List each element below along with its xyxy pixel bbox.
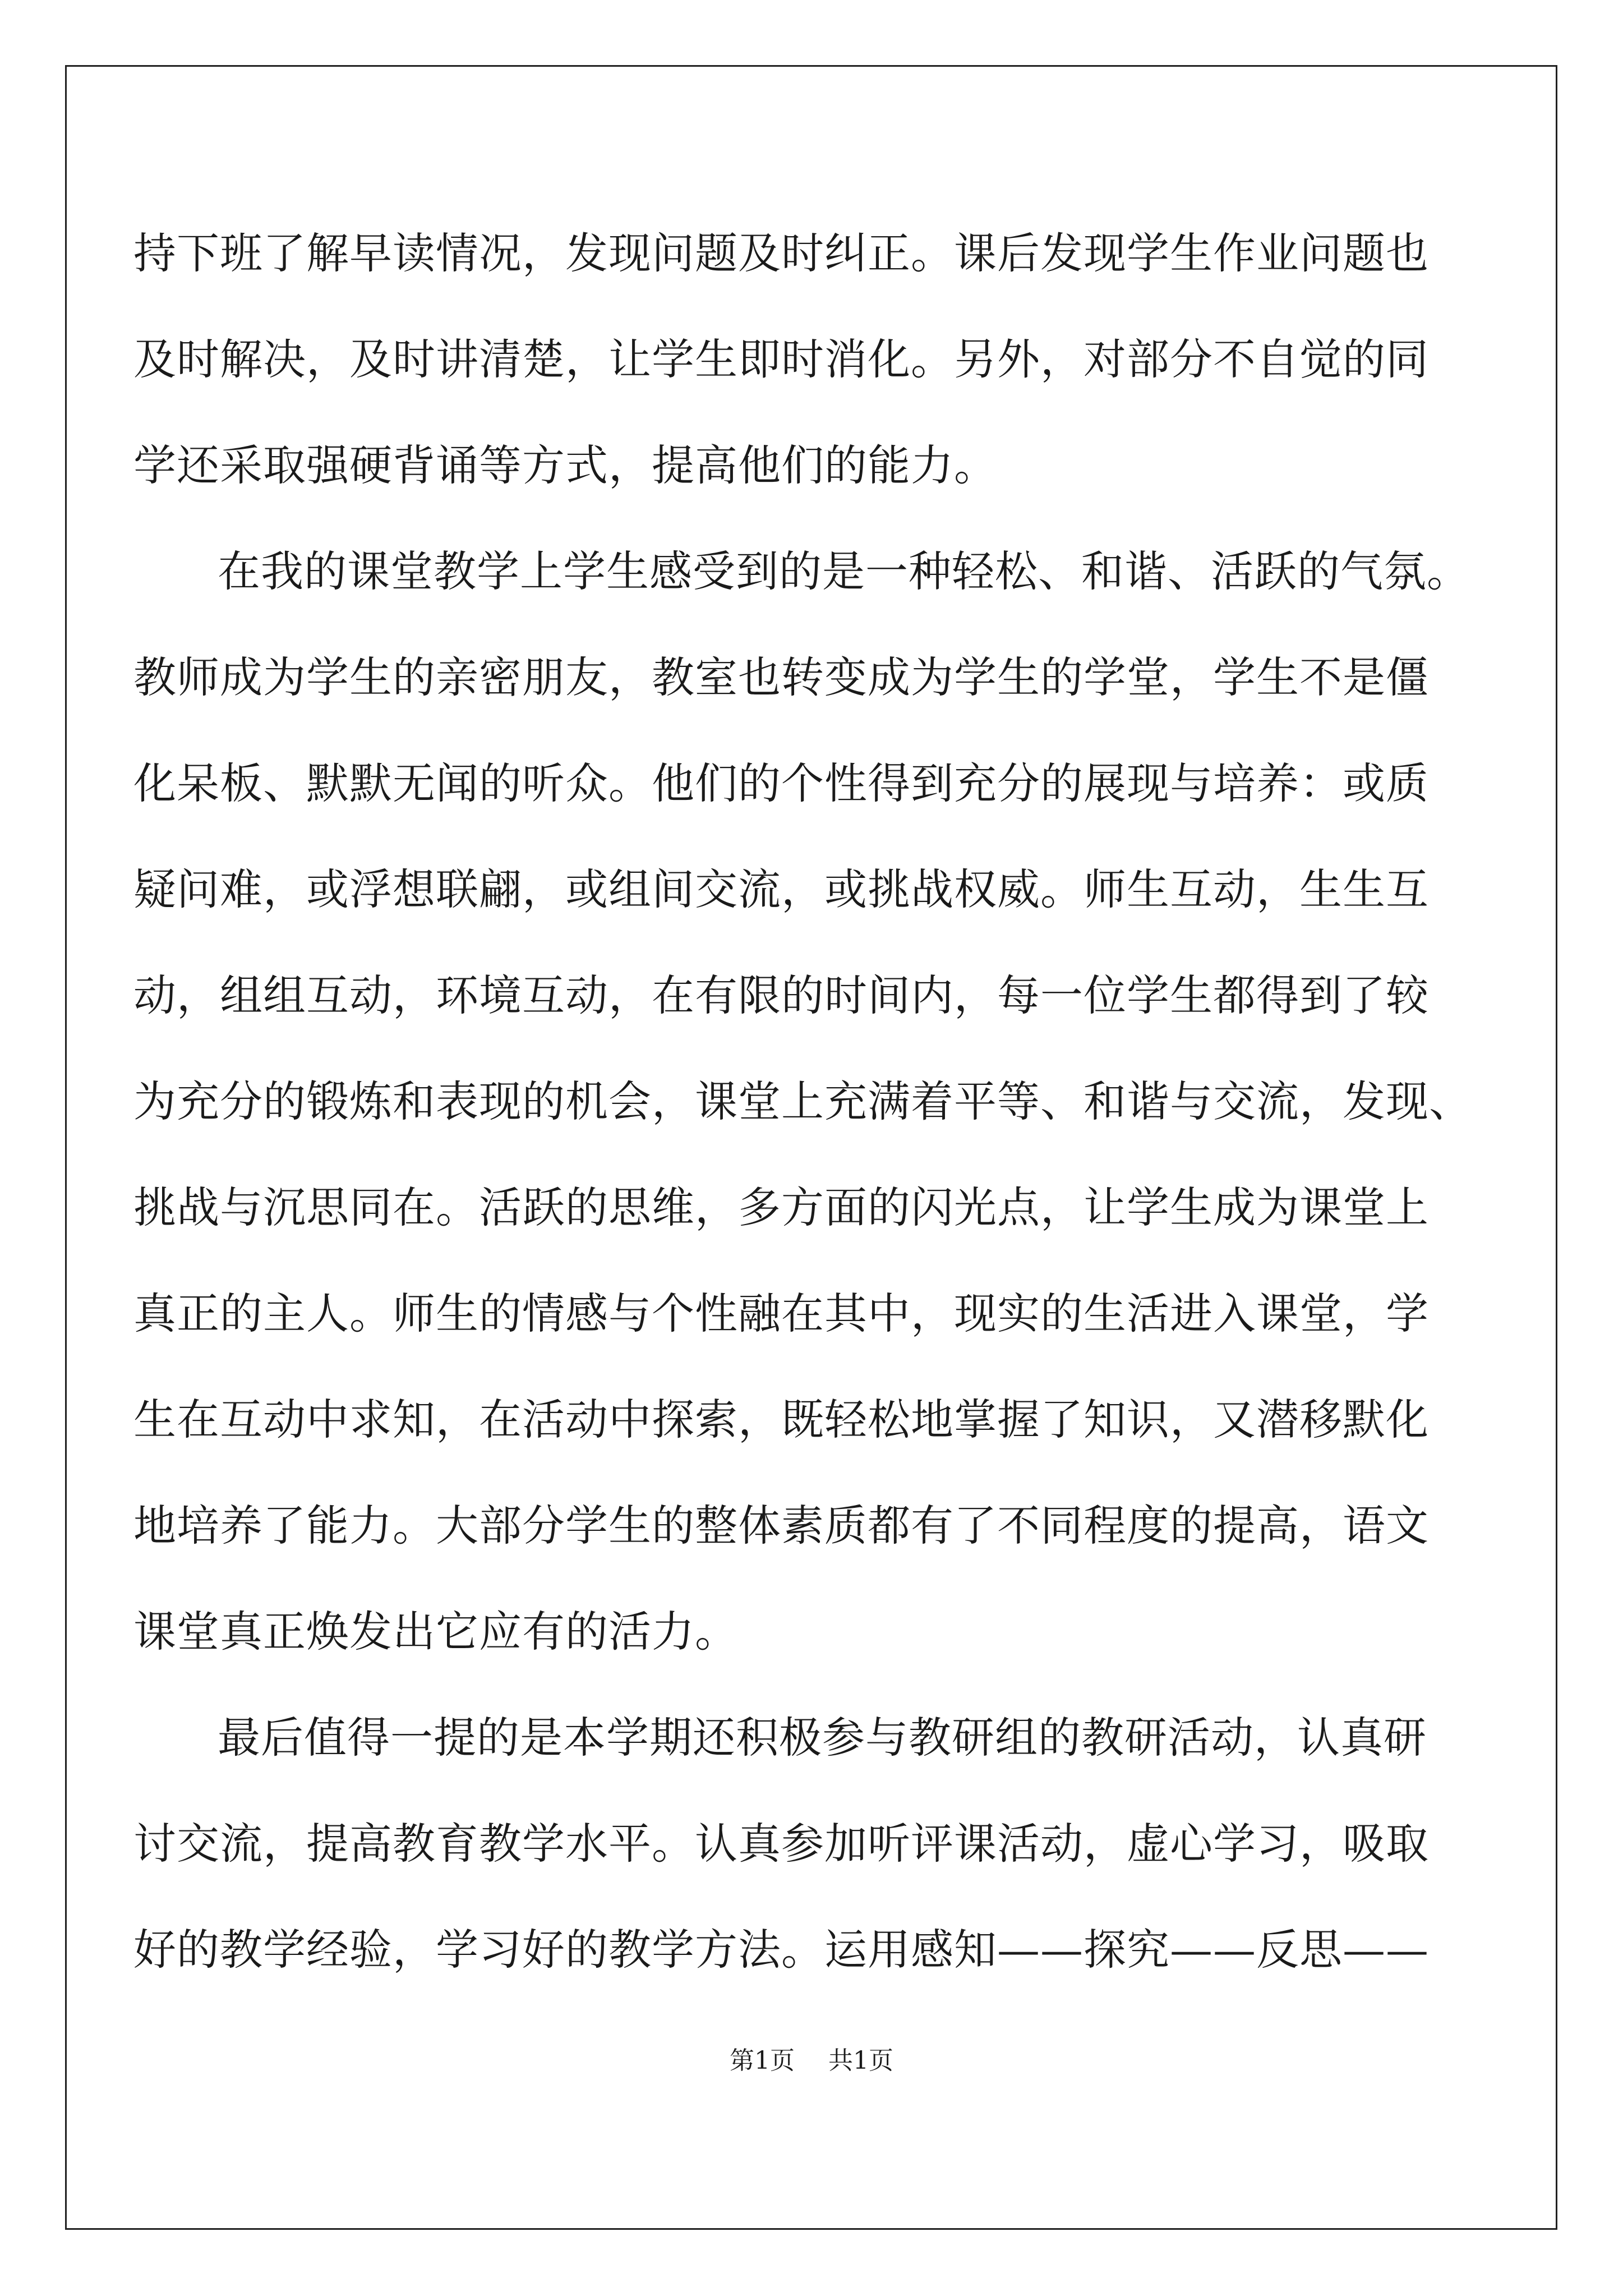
- text-line: 生在互动中求知，在活动中探索，既轻松地掌握了知识，又潜移默化: [133, 1395, 1429, 1444]
- text-line: 及时解决，及时讲清楚，让学生即时消化。另外，对部分不自觉的同: [133, 334, 1429, 384]
- text-line: 教师成为学生的亲密朋友，教室也转变成为学生的学堂，学生不是僵: [133, 652, 1429, 702]
- page-footer: [0, 2044, 1623, 2078]
- text-line: 疑问难，或浮想联翩，或组间交流，或挑战权威。师生互动，生生互: [133, 864, 1429, 914]
- text-line: 为充分的锻炼和表现的机会，课堂上充满着平等、和谐与交流，发现、: [133, 1076, 1472, 1126]
- text-line: 持下班了解早读情况，发现问题及时纠正。课后发现学生作业问题也: [133, 228, 1429, 278]
- text-line: 讨交流，提高教育教学水平。认真参加听评课活动，虚心学习，吸取: [133, 1819, 1429, 1869]
- text-line: 在我的课堂教学上学生感受到的是一种轻松、和谐、活跃的气氛。: [218, 546, 1470, 596]
- text-line: 最后值得一提的是本学期还积极参与教研组的教研活动，认真研: [218, 1713, 1427, 1763]
- text-line: 好的教学经验，学习好的教学方法。运用感知——探究——反思——: [133, 1925, 1429, 1975]
- page-number: 第1页: [730, 2046, 795, 2075]
- text-line: 真正的主人。师生的情感与个性融在其中，现实的生活进入课堂，学: [133, 1289, 1429, 1338]
- text-line: 化呆板、默默无闻的听众。他们的个性得到充分的展现与培养：或质: [133, 758, 1429, 808]
- text-line: 课堂真正焕发出它应有的活力。: [133, 1607, 738, 1657]
- text-line: 挑战与沉思同在。活跃的思维，多方面的闪光点，让学生成为课堂上: [133, 1182, 1429, 1232]
- page-total: 共1页: [828, 2046, 893, 2075]
- text-line: 地培养了能力。大部分学生的整体素质都有了不同程度的提高，语文: [133, 1501, 1429, 1550]
- text-line: 动，组组互动，环境互动，在有限的时间内，每一位学生都得到了较: [133, 970, 1429, 1020]
- text-line: 学还采取强硬背诵等方式，提高他们的能力。: [133, 440, 997, 490]
- page-frame: [65, 65, 1557, 2230]
